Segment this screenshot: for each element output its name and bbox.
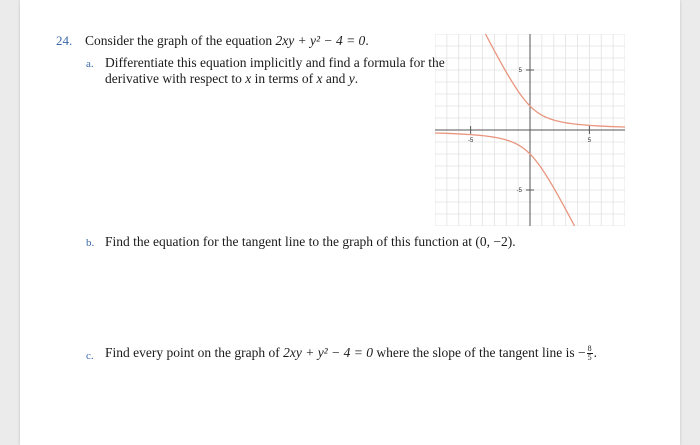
part-a-text: derivative with respect to xyxy=(105,71,246,86)
question-number: 24. xyxy=(56,33,73,48)
question-suffix: . xyxy=(365,33,369,48)
part-b-text: Find the equation for the tangent line to the graph of this function at (0, −2). xyxy=(105,234,516,249)
question-equation: 2xy + y² − 4 = 0 xyxy=(275,33,366,48)
var-x: x xyxy=(316,71,323,86)
part-c-text xyxy=(105,345,597,362)
part-c-letter: c. xyxy=(86,350,94,362)
slope-fraction xyxy=(587,345,593,362)
part-c-middle: where the slope of the tangent line is xyxy=(372,345,579,360)
part-c-prefix: Find every point on the graph of xyxy=(105,345,284,360)
var-y: y xyxy=(348,71,355,86)
var-x: x xyxy=(245,71,252,86)
part-a-text: . xyxy=(354,71,359,86)
fraction-numerator: 8 xyxy=(587,344,592,354)
x-tick-label: 5 xyxy=(587,138,592,144)
part-a-text: in terms of xyxy=(251,71,317,86)
question-prefix: Consider the graph of the equation xyxy=(85,33,276,48)
part-a-text: and xyxy=(322,71,349,86)
y-tick-label: 5 xyxy=(518,68,522,74)
equation-graph xyxy=(435,34,625,226)
fraction-denominator: 5 xyxy=(587,353,592,363)
part-c-suffix: . xyxy=(593,345,598,360)
worksheet-page xyxy=(20,0,680,445)
y-tick-label: -5 xyxy=(516,188,522,194)
part-c-equation: 2xy + y² − 4 = 0 xyxy=(283,345,373,360)
part-a-letter: a. xyxy=(86,58,94,70)
part-b-letter: b. xyxy=(86,237,95,249)
part-a-line1: Differentiate this equation implicitly and find a formula for the xyxy=(105,55,445,70)
part-a-line2 xyxy=(105,71,358,87)
x-tick-label: -5 xyxy=(467,138,474,144)
minus-sign: − xyxy=(578,345,586,360)
question-prompt xyxy=(85,33,369,49)
